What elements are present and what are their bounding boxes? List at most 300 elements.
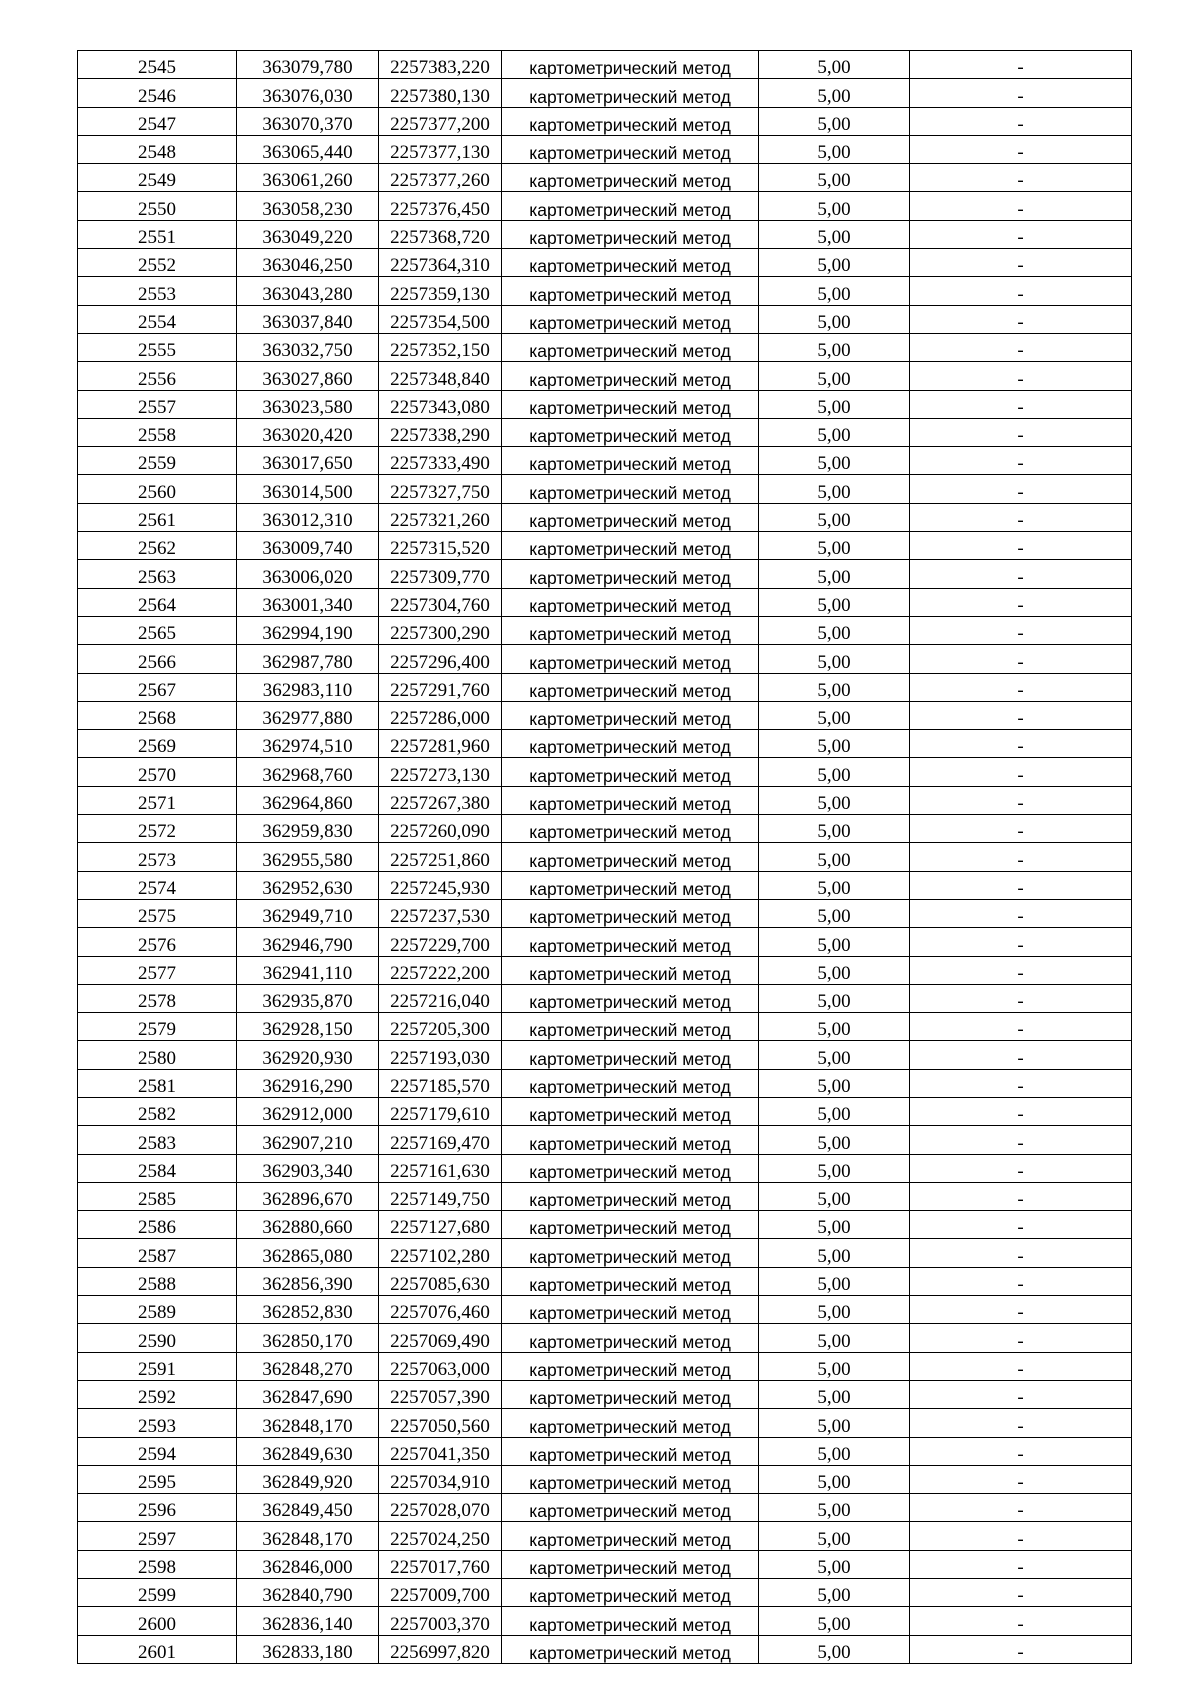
accuracy-cell: 5,00 xyxy=(759,135,910,163)
accuracy-cell: 5,00 xyxy=(759,390,910,418)
point-number-cell: 2554 xyxy=(78,305,237,333)
x-coordinate-cell: 363012,310 xyxy=(237,503,379,531)
table-row xyxy=(78,956,1132,984)
y-coordinate-cell: 2257034,910 xyxy=(379,1465,502,1493)
y-coordinate-cell: 2257127,680 xyxy=(379,1211,502,1239)
y-coordinate-cell: 2257205,300 xyxy=(379,1013,502,1041)
x-coordinate-cell: 363061,260 xyxy=(237,164,379,192)
table-row xyxy=(78,1182,1132,1210)
description-cell: - xyxy=(910,928,1132,956)
accuracy-cell: 5,00 xyxy=(759,1154,910,1182)
description-cell: - xyxy=(910,899,1132,927)
table-row xyxy=(78,588,1132,616)
table-row xyxy=(78,79,1132,107)
point-number-cell: 2553 xyxy=(78,277,237,305)
point-number-cell: 2595 xyxy=(78,1465,237,1493)
accuracy-cell: 5,00 xyxy=(759,560,910,588)
description-cell: - xyxy=(910,1607,1132,1635)
y-coordinate-cell: 2257041,350 xyxy=(379,1437,502,1465)
accuracy-cell: 5,00 xyxy=(759,843,910,871)
description-cell: - xyxy=(910,418,1132,446)
table-row xyxy=(78,1154,1132,1182)
table-row xyxy=(78,1579,1132,1607)
point-number-cell: 2600 xyxy=(78,1607,237,1635)
table-row xyxy=(78,560,1132,588)
accuracy-cell: 5,00 xyxy=(759,107,910,135)
accuracy-cell: 5,00 xyxy=(759,1211,910,1239)
y-coordinate-cell: 2257383,220 xyxy=(379,51,502,79)
accuracy-cell: 5,00 xyxy=(759,1296,910,1324)
accuracy-cell: 5,00 xyxy=(759,1239,910,1267)
table-row xyxy=(78,815,1132,843)
description-cell: - xyxy=(910,984,1132,1012)
table-row xyxy=(78,1607,1132,1635)
accuracy-cell: 5,00 xyxy=(759,928,910,956)
table-row xyxy=(78,135,1132,163)
y-coordinate-cell: 2257179,610 xyxy=(379,1097,502,1125)
method-cell: картометрический метод xyxy=(502,192,759,220)
description-cell: - xyxy=(910,277,1132,305)
point-number-cell: 2560 xyxy=(78,475,237,503)
x-coordinate-cell: 363032,750 xyxy=(237,333,379,361)
table-row xyxy=(78,673,1132,701)
table-row xyxy=(78,503,1132,531)
method-cell: картометрический метод xyxy=(502,1607,759,1635)
accuracy-cell: 5,00 xyxy=(759,673,910,701)
description-cell: - xyxy=(910,362,1132,390)
method-cell: картометрический метод xyxy=(502,758,759,786)
point-number-cell: 2565 xyxy=(78,616,237,644)
y-coordinate-cell: 2257300,290 xyxy=(379,616,502,644)
accuracy-cell: 5,00 xyxy=(759,815,910,843)
table-row xyxy=(78,1352,1132,1380)
y-coordinate-cell: 2257291,760 xyxy=(379,673,502,701)
table-row xyxy=(78,871,1132,899)
accuracy-cell: 5,00 xyxy=(759,984,910,1012)
y-coordinate-cell: 2257169,470 xyxy=(379,1126,502,1154)
point-number-cell: 2546 xyxy=(78,79,237,107)
accuracy-cell: 5,00 xyxy=(759,899,910,927)
accuracy-cell: 5,00 xyxy=(759,1550,910,1578)
method-cell: картометрический метод xyxy=(502,1097,759,1125)
point-number-cell: 2557 xyxy=(78,390,237,418)
description-cell: - xyxy=(910,1494,1132,1522)
point-number-cell: 2593 xyxy=(78,1409,237,1437)
method-cell: картометрический метод xyxy=(502,1013,759,1041)
y-coordinate-cell: 2257296,400 xyxy=(379,645,502,673)
table-row xyxy=(78,532,1132,560)
y-coordinate-cell: 2257260,090 xyxy=(379,815,502,843)
point-number-cell: 2561 xyxy=(78,503,237,531)
table-row xyxy=(78,899,1132,927)
x-coordinate-cell: 363070,370 xyxy=(237,107,379,135)
description-cell: - xyxy=(910,1635,1132,1663)
method-cell: картометрический метод xyxy=(502,1437,759,1465)
method-cell: картометрический метод xyxy=(502,1296,759,1324)
point-number-cell: 2592 xyxy=(78,1380,237,1408)
point-number-cell: 2596 xyxy=(78,1494,237,1522)
x-coordinate-cell: 363001,340 xyxy=(237,588,379,616)
description-cell: - xyxy=(910,475,1132,503)
point-number-cell: 2587 xyxy=(78,1239,237,1267)
point-number-cell: 2556 xyxy=(78,362,237,390)
accuracy-cell: 5,00 xyxy=(759,1380,910,1408)
method-cell: картометрический метод xyxy=(502,1239,759,1267)
x-coordinate-cell: 362920,930 xyxy=(237,1041,379,1069)
y-coordinate-cell: 2257281,960 xyxy=(379,730,502,758)
description-cell: - xyxy=(910,815,1132,843)
y-coordinate-cell: 2257267,380 xyxy=(379,786,502,814)
description-cell: - xyxy=(910,135,1132,163)
accuracy-cell: 5,00 xyxy=(759,1041,910,1069)
method-cell: картометрический метод xyxy=(502,333,759,361)
description-cell: - xyxy=(910,1239,1132,1267)
table-row xyxy=(78,1296,1132,1324)
table-row xyxy=(78,1409,1132,1437)
table-row xyxy=(78,645,1132,673)
accuracy-cell: 5,00 xyxy=(759,1182,910,1210)
point-number-cell: 2599 xyxy=(78,1579,237,1607)
x-coordinate-cell: 363043,280 xyxy=(237,277,379,305)
x-coordinate-cell: 362849,920 xyxy=(237,1465,379,1493)
description-cell: - xyxy=(910,701,1132,729)
y-coordinate-cell: 2257185,570 xyxy=(379,1069,502,1097)
x-coordinate-cell: 363014,500 xyxy=(237,475,379,503)
accuracy-cell: 5,00 xyxy=(759,871,910,899)
point-number-cell: 2586 xyxy=(78,1211,237,1239)
x-coordinate-cell: 362983,110 xyxy=(237,673,379,701)
method-cell: картометрический метод xyxy=(502,135,759,163)
description-cell: - xyxy=(910,673,1132,701)
x-coordinate-cell: 363049,220 xyxy=(237,220,379,248)
description-cell: - xyxy=(910,871,1132,899)
point-number-cell: 2569 xyxy=(78,730,237,758)
point-number-cell: 2597 xyxy=(78,1522,237,1550)
description-cell: - xyxy=(910,1409,1132,1437)
description-cell: - xyxy=(910,1097,1132,1125)
table-row xyxy=(78,362,1132,390)
description-cell: - xyxy=(910,51,1132,79)
x-coordinate-cell: 362836,140 xyxy=(237,1607,379,1635)
point-number-cell: 2594 xyxy=(78,1437,237,1465)
description-cell: - xyxy=(910,1126,1132,1154)
x-coordinate-cell: 362912,000 xyxy=(237,1097,379,1125)
x-coordinate-cell: 363020,420 xyxy=(237,418,379,446)
description-cell: - xyxy=(910,1324,1132,1352)
x-coordinate-cell: 362955,580 xyxy=(237,843,379,871)
method-cell: картометрический метод xyxy=(502,362,759,390)
y-coordinate-cell: 2257377,200 xyxy=(379,107,502,135)
table-row xyxy=(78,1211,1132,1239)
point-number-cell: 2578 xyxy=(78,984,237,1012)
x-coordinate-cell: 363058,230 xyxy=(237,192,379,220)
description-cell: - xyxy=(910,1267,1132,1295)
point-number-cell: 2555 xyxy=(78,333,237,361)
x-coordinate-cell: 362935,870 xyxy=(237,984,379,1012)
method-cell: картометрический метод xyxy=(502,1380,759,1408)
y-coordinate-cell: 2257376,450 xyxy=(379,192,502,220)
y-coordinate-cell: 2257085,630 xyxy=(379,1267,502,1295)
description-cell: - xyxy=(910,503,1132,531)
description-cell: - xyxy=(910,79,1132,107)
table-row xyxy=(78,984,1132,1012)
accuracy-cell: 5,00 xyxy=(759,1267,910,1295)
method-cell: картометрический метод xyxy=(502,475,759,503)
y-coordinate-cell: 2257024,250 xyxy=(379,1522,502,1550)
x-coordinate-cell: 362959,830 xyxy=(237,815,379,843)
y-coordinate-cell: 2257321,260 xyxy=(379,503,502,531)
method-cell: картометрический метод xyxy=(502,560,759,588)
x-coordinate-cell: 362928,150 xyxy=(237,1013,379,1041)
table-row xyxy=(78,1267,1132,1295)
method-cell: картометрический метод xyxy=(502,532,759,560)
x-coordinate-cell: 362903,340 xyxy=(237,1154,379,1182)
method-cell: картометрический метод xyxy=(502,815,759,843)
y-coordinate-cell: 2257380,130 xyxy=(379,79,502,107)
y-coordinate-cell: 2257245,930 xyxy=(379,871,502,899)
table-row xyxy=(78,220,1132,248)
point-number-cell: 2590 xyxy=(78,1324,237,1352)
accuracy-cell: 5,00 xyxy=(759,786,910,814)
table-row xyxy=(78,758,1132,786)
table-row xyxy=(78,447,1132,475)
x-coordinate-cell: 362994,190 xyxy=(237,616,379,644)
description-cell: - xyxy=(910,588,1132,616)
accuracy-cell: 5,00 xyxy=(759,1013,910,1041)
point-number-cell: 2598 xyxy=(78,1550,237,1578)
table-row xyxy=(78,701,1132,729)
x-coordinate-cell: 362840,790 xyxy=(237,1579,379,1607)
description-cell: - xyxy=(910,1380,1132,1408)
point-number-cell: 2576 xyxy=(78,928,237,956)
point-number-cell: 2551 xyxy=(78,220,237,248)
method-cell: картометрический метод xyxy=(502,503,759,531)
table-row xyxy=(78,333,1132,361)
point-number-cell: 2567 xyxy=(78,673,237,701)
table-row xyxy=(78,390,1132,418)
accuracy-cell: 5,00 xyxy=(759,1097,910,1125)
method-cell: картометрический метод xyxy=(502,1522,759,1550)
method-cell: картометрический метод xyxy=(502,1635,759,1663)
y-coordinate-cell: 2257327,750 xyxy=(379,475,502,503)
y-coordinate-cell: 2257222,200 xyxy=(379,956,502,984)
table-row xyxy=(78,616,1132,644)
table-row xyxy=(78,1494,1132,1522)
table-row xyxy=(78,1239,1132,1267)
x-coordinate-cell: 362974,510 xyxy=(237,730,379,758)
method-cell: картометрический метод xyxy=(502,786,759,814)
method-cell: картометрический метод xyxy=(502,928,759,956)
point-number-cell: 2573 xyxy=(78,843,237,871)
point-number-cell: 2548 xyxy=(78,135,237,163)
y-coordinate-cell: 2257251,860 xyxy=(379,843,502,871)
x-coordinate-cell: 362849,630 xyxy=(237,1437,379,1465)
accuracy-cell: 5,00 xyxy=(759,1635,910,1663)
description-cell: - xyxy=(910,843,1132,871)
point-number-cell: 2577 xyxy=(78,956,237,984)
y-coordinate-cell: 2257102,280 xyxy=(379,1239,502,1267)
table-row xyxy=(78,277,1132,305)
y-coordinate-cell: 2257193,030 xyxy=(379,1041,502,1069)
method-cell: картометрический метод xyxy=(502,673,759,701)
method-cell: картометрический метод xyxy=(502,220,759,248)
y-coordinate-cell: 2257364,310 xyxy=(379,249,502,277)
accuracy-cell: 5,00 xyxy=(759,447,910,475)
method-cell: картометрический метод xyxy=(502,305,759,333)
method-cell: картометрический метод xyxy=(502,1041,759,1069)
x-coordinate-cell: 363065,440 xyxy=(237,135,379,163)
accuracy-cell: 5,00 xyxy=(759,1607,910,1635)
description-cell: - xyxy=(910,390,1132,418)
y-coordinate-cell: 2257304,760 xyxy=(379,588,502,616)
accuracy-cell: 5,00 xyxy=(759,418,910,446)
y-coordinate-cell: 2257229,700 xyxy=(379,928,502,956)
method-cell: картометрический метод xyxy=(502,1211,759,1239)
y-coordinate-cell: 2257309,770 xyxy=(379,560,502,588)
y-coordinate-cell: 2257216,040 xyxy=(379,984,502,1012)
point-number-cell: 2582 xyxy=(78,1097,237,1125)
y-coordinate-cell: 2257352,150 xyxy=(379,333,502,361)
method-cell: картометрический метод xyxy=(502,107,759,135)
description-cell: - xyxy=(910,447,1132,475)
point-number-cell: 2568 xyxy=(78,701,237,729)
table-row xyxy=(78,928,1132,956)
description-cell: - xyxy=(910,249,1132,277)
y-coordinate-cell: 2257028,070 xyxy=(379,1494,502,1522)
x-coordinate-cell: 363009,740 xyxy=(237,532,379,560)
description-cell: - xyxy=(910,758,1132,786)
x-coordinate-cell: 362846,000 xyxy=(237,1550,379,1578)
y-coordinate-cell: 2257343,080 xyxy=(379,390,502,418)
description-cell: - xyxy=(910,333,1132,361)
accuracy-cell: 5,00 xyxy=(759,1352,910,1380)
accuracy-cell: 5,00 xyxy=(759,532,910,560)
description-cell: - xyxy=(910,1069,1132,1097)
point-number-cell: 2574 xyxy=(78,871,237,899)
point-number-cell: 2588 xyxy=(78,1267,237,1295)
accuracy-cell: 5,00 xyxy=(759,1126,910,1154)
table-row xyxy=(78,1437,1132,1465)
x-coordinate-cell: 362848,170 xyxy=(237,1522,379,1550)
accuracy-cell: 5,00 xyxy=(759,1324,910,1352)
description-cell: - xyxy=(910,645,1132,673)
x-coordinate-cell: 362896,670 xyxy=(237,1182,379,1210)
method-cell: картометрический метод xyxy=(502,1154,759,1182)
description-cell: - xyxy=(910,532,1132,560)
method-cell: картометрический метод xyxy=(502,843,759,871)
coordinates-table-body xyxy=(78,51,1132,1664)
table-row xyxy=(78,786,1132,814)
x-coordinate-cell: 362968,760 xyxy=(237,758,379,786)
accuracy-cell: 5,00 xyxy=(759,956,910,984)
y-coordinate-cell: 2257009,700 xyxy=(379,1579,502,1607)
x-coordinate-cell: 362848,170 xyxy=(237,1409,379,1437)
y-coordinate-cell: 2257333,490 xyxy=(379,447,502,475)
accuracy-cell: 5,00 xyxy=(759,1409,910,1437)
table-row xyxy=(78,730,1132,758)
x-coordinate-cell: 362833,180 xyxy=(237,1635,379,1663)
point-number-cell: 2550 xyxy=(78,192,237,220)
description-cell: - xyxy=(910,305,1132,333)
table-row xyxy=(78,1550,1132,1578)
point-number-cell: 2570 xyxy=(78,758,237,786)
description-cell: - xyxy=(910,1550,1132,1578)
table-row xyxy=(78,475,1132,503)
method-cell: картометрический метод xyxy=(502,730,759,758)
accuracy-cell: 5,00 xyxy=(759,1465,910,1493)
accuracy-cell: 5,00 xyxy=(759,701,910,729)
method-cell: картометрический метод xyxy=(502,984,759,1012)
y-coordinate-cell: 2257003,370 xyxy=(379,1607,502,1635)
method-cell: картометрический метод xyxy=(502,51,759,79)
table-row xyxy=(78,843,1132,871)
y-coordinate-cell: 2256997,820 xyxy=(379,1635,502,1663)
method-cell: картометрический метод xyxy=(502,1126,759,1154)
accuracy-cell: 5,00 xyxy=(759,1579,910,1607)
accuracy-cell: 5,00 xyxy=(759,333,910,361)
x-coordinate-cell: 363079,780 xyxy=(237,51,379,79)
point-number-cell: 2589 xyxy=(78,1296,237,1324)
x-coordinate-cell: 363037,840 xyxy=(237,305,379,333)
x-coordinate-cell: 363006,020 xyxy=(237,560,379,588)
x-coordinate-cell: 362848,270 xyxy=(237,1352,379,1380)
point-number-cell: 2547 xyxy=(78,107,237,135)
y-coordinate-cell: 2257359,130 xyxy=(379,277,502,305)
y-coordinate-cell: 2257237,530 xyxy=(379,899,502,927)
y-coordinate-cell: 2257377,130 xyxy=(379,135,502,163)
method-cell: картометрический метод xyxy=(502,79,759,107)
accuracy-cell: 5,00 xyxy=(759,475,910,503)
description-cell: - xyxy=(910,220,1132,248)
x-coordinate-cell: 362916,290 xyxy=(237,1069,379,1097)
table-row xyxy=(78,1069,1132,1097)
x-coordinate-cell: 362865,080 xyxy=(237,1239,379,1267)
point-number-cell: 2559 xyxy=(78,447,237,475)
x-coordinate-cell: 362964,860 xyxy=(237,786,379,814)
description-cell: - xyxy=(910,730,1132,758)
description-cell: - xyxy=(910,1437,1132,1465)
point-number-cell: 2562 xyxy=(78,532,237,560)
point-number-cell: 2584 xyxy=(78,1154,237,1182)
method-cell: картометрический метод xyxy=(502,701,759,729)
x-coordinate-cell: 362856,390 xyxy=(237,1267,379,1295)
accuracy-cell: 5,00 xyxy=(759,645,910,673)
x-coordinate-cell: 362952,630 xyxy=(237,871,379,899)
accuracy-cell: 5,00 xyxy=(759,277,910,305)
method-cell: картометрический метод xyxy=(502,277,759,305)
y-coordinate-cell: 2257354,500 xyxy=(379,305,502,333)
point-number-cell: 2552 xyxy=(78,249,237,277)
y-coordinate-cell: 2257149,750 xyxy=(379,1182,502,1210)
accuracy-cell: 5,00 xyxy=(759,588,910,616)
table-row xyxy=(78,164,1132,192)
description-cell: - xyxy=(910,1465,1132,1493)
x-coordinate-cell: 363027,860 xyxy=(237,362,379,390)
x-coordinate-cell: 362850,170 xyxy=(237,1324,379,1352)
point-number-cell: 2575 xyxy=(78,899,237,927)
method-cell: картометрический метод xyxy=(502,390,759,418)
x-coordinate-cell: 363023,580 xyxy=(237,390,379,418)
method-cell: картометрический метод xyxy=(502,1550,759,1578)
point-number-cell: 2572 xyxy=(78,815,237,843)
accuracy-cell: 5,00 xyxy=(759,1522,910,1550)
method-cell: картометрический метод xyxy=(502,418,759,446)
method-cell: картометрический метод xyxy=(502,1324,759,1352)
x-coordinate-cell: 362847,690 xyxy=(237,1380,379,1408)
y-coordinate-cell: 2257161,630 xyxy=(379,1154,502,1182)
method-cell: картометрический метод xyxy=(502,871,759,899)
table-row xyxy=(78,1635,1132,1663)
